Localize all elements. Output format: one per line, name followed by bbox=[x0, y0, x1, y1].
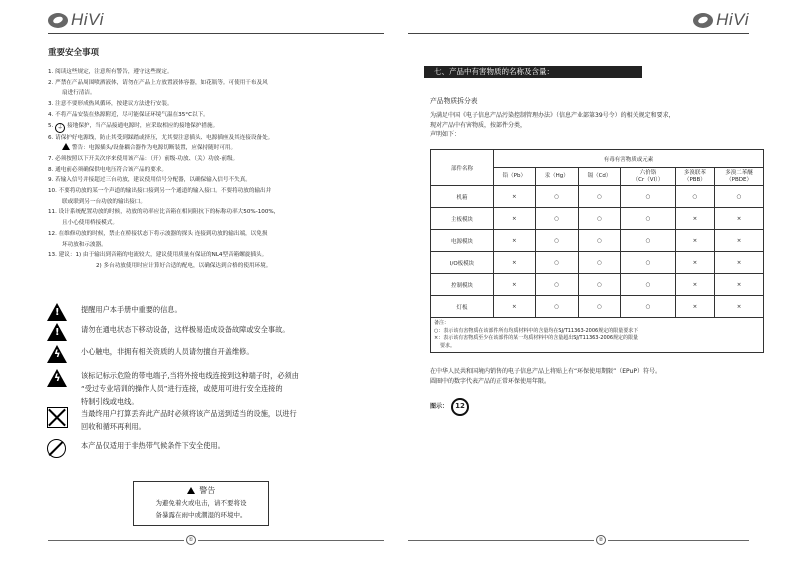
item-text: 2. 严禁在产品周围喷洒液体，请勿在产品上方放置液体容器，如花瓶等。可使用干布及风 bbox=[48, 79, 268, 86]
safety-item bbox=[48, 229, 368, 240]
warning-icon bbox=[187, 487, 195, 494]
part-name: 控制模块 bbox=[431, 274, 494, 296]
column-header: 镉（Cd） bbox=[578, 168, 621, 186]
warning-line: 当最终用户打算丢弃此产品时必须将该产品送到适当的设施，以进行 bbox=[81, 409, 297, 418]
note-line: ○：表示该有害物质在该部件所有均质材料中的含量均在SJ/T11363-2006规定的限量要求下 bbox=[434, 327, 639, 334]
safety-item bbox=[48, 261, 368, 272]
table-cell: ○ bbox=[535, 296, 578, 318]
ground-icon: ⏚ bbox=[57, 123, 64, 131]
hazard-table bbox=[430, 149, 764, 353]
safety-item bbox=[48, 154, 368, 165]
warning-text bbox=[81, 439, 225, 452]
warning-line: 回收和循环再利用。 bbox=[81, 422, 146, 431]
table-cell: ○ bbox=[621, 274, 675, 296]
warning-box-line: 备暴露在雨中或潮湿的环境中。 bbox=[155, 511, 247, 519]
safety-list bbox=[48, 67, 368, 272]
table-cell: ○ bbox=[535, 274, 578, 296]
part-name: 主板模块 bbox=[431, 208, 494, 230]
note-line: 备注： bbox=[434, 320, 450, 326]
warning-line: 小心触电，非拥有相关资质的人员请勿擅自开盖维修。 bbox=[81, 347, 254, 356]
safety-item bbox=[48, 110, 368, 121]
item-text: 3. 注意不要形成热风循环，按建议方法进行安装。 bbox=[48, 101, 173, 108]
epup-line: 在中华人民共和国境内销售的电子信息产品上将贴上有“环保使用期限”（EPuP）符号。 bbox=[430, 368, 661, 375]
table-cell: × bbox=[494, 186, 536, 208]
table-cell: ○ bbox=[675, 186, 714, 208]
item-text: 7. 必须按照以下开关次序来使用该产品：（开）前级-功放、（关）功放-前级。 bbox=[48, 155, 239, 162]
warning-line: 特制引线或电线。 bbox=[81, 397, 139, 406]
table-cell: × bbox=[494, 296, 536, 318]
safety-item bbox=[48, 121, 368, 133]
table-cell: ○ bbox=[578, 230, 621, 252]
warning-text bbox=[81, 323, 289, 336]
table-row bbox=[431, 274, 764, 296]
hivi-logo bbox=[48, 10, 104, 30]
note-line: 要求。 bbox=[440, 342, 456, 349]
table-cell: × bbox=[494, 208, 536, 230]
table-row bbox=[431, 252, 764, 274]
safety-item bbox=[48, 207, 368, 218]
item-text: 2) 多台功放使用时应计算好合适的配电，以确保达到合格的使用环境。 bbox=[96, 262, 272, 269]
warning-line: 该标记标示危险的带电端子,当将外接电线连接到这种端子时，必须由 bbox=[81, 371, 299, 380]
table-cell: ○ bbox=[578, 252, 621, 274]
warning-text bbox=[81, 303, 182, 316]
warning-box-line: 为避免着火或电击，请不要将设 bbox=[155, 499, 247, 507]
subtitle: 产品物质拆分表 bbox=[430, 97, 478, 105]
warning-row bbox=[47, 303, 182, 322]
intro-text bbox=[430, 111, 675, 140]
part-name: 电源模块 bbox=[431, 230, 494, 252]
warning-icon bbox=[62, 143, 70, 150]
example bbox=[430, 398, 469, 416]
page-number: ① bbox=[186, 535, 196, 545]
table-cell: ○ bbox=[578, 296, 621, 318]
part-name: 灯板 bbox=[431, 296, 494, 318]
table-cell: ○ bbox=[621, 252, 675, 274]
warning-row bbox=[47, 407, 297, 433]
safety-item bbox=[48, 133, 368, 144]
safety-item bbox=[48, 165, 368, 176]
note-line: ×：表示该有害物质至少在该部件的某一均质材料中的含量超出SJ/T11363-2006规定的限量 bbox=[434, 335, 639, 341]
part-header: 部件名称 bbox=[431, 150, 494, 186]
table-cell: × bbox=[715, 252, 764, 274]
note-row bbox=[431, 318, 764, 353]
footer-rule bbox=[48, 540, 184, 541]
page-number: ② bbox=[596, 535, 606, 545]
table-row bbox=[431, 208, 764, 230]
table-cell: × bbox=[715, 230, 764, 252]
safety-item bbox=[48, 186, 368, 197]
item-text: 坏功放和示波器。 bbox=[62, 241, 107, 248]
no-tropical-icon bbox=[47, 439, 67, 458]
item-text: 扇进行清洁。 bbox=[62, 90, 96, 97]
table-cell: × bbox=[494, 274, 536, 296]
item-text: 6. 请保护好电源线，防止其受到踩踏或挤压，尤其要注意插头、电源插座及其连接设备处。 bbox=[48, 134, 274, 141]
item-text: 1. 阅读这些规定，注意所有警告，遵守这些规定。 bbox=[48, 69, 173, 75]
table-cell: ○ bbox=[621, 296, 675, 318]
footer-rule bbox=[608, 540, 749, 541]
table-cell: × bbox=[715, 296, 764, 318]
table-cell: ○ bbox=[535, 252, 578, 274]
table-cell: ○ bbox=[535, 186, 578, 208]
warning-row bbox=[47, 369, 299, 408]
intro-line: 声明如下： bbox=[430, 131, 461, 138]
item-text: 9. 若输入信号并接超过三台功放，建议使用信号分配器，以确保输入信号不失真。 bbox=[48, 177, 251, 184]
right-page bbox=[397, 0, 793, 561]
safety-item bbox=[48, 197, 368, 208]
warning-row bbox=[47, 345, 254, 364]
warning-line: 提醒用户本手册中重要的信息。 bbox=[81, 305, 182, 314]
table-cell: × bbox=[675, 252, 714, 274]
safety-item bbox=[48, 67, 368, 78]
warning-box-title: 警告 bbox=[199, 486, 216, 495]
table-cell: ○ bbox=[578, 274, 621, 296]
warning-row bbox=[47, 439, 225, 458]
section-title: 重要安全事项 bbox=[48, 48, 100, 58]
table-row bbox=[431, 186, 764, 208]
table-cell: ○ bbox=[715, 186, 764, 208]
safety-item bbox=[48, 175, 368, 186]
item-text: 8. 通电前必须确保供电电压符合该产品的要求。 bbox=[48, 166, 167, 173]
intro-line: 现对产品中有害物质，按部件分类， bbox=[430, 121, 527, 129]
safety-item bbox=[48, 99, 368, 110]
crossed-bin-icon bbox=[47, 407, 67, 426]
epup-icon: 12 bbox=[451, 398, 469, 416]
hivi-logo-icon bbox=[693, 13, 713, 28]
brand-name: HiVi bbox=[71, 10, 104, 29]
group-header: 有毒有害物质或元素 bbox=[494, 150, 764, 168]
warning-line: 本产品仅适用于非热带气候条件下安全使用。 bbox=[81, 441, 225, 450]
table-cell: ○ bbox=[578, 208, 621, 230]
table-cell: × bbox=[675, 274, 714, 296]
table-cell: × bbox=[675, 208, 714, 230]
item-text: 11. 设计系统配置功放的时候，功放的功率应比音箱在相同阻抗下的标称功率大50%-100%， bbox=[48, 209, 280, 216]
footer-rule bbox=[198, 540, 384, 541]
part-name: 机箱 bbox=[431, 186, 494, 208]
table-cell: × bbox=[715, 208, 764, 230]
exclamation-triangle-icon: ! bbox=[47, 303, 67, 322]
warning-line: 请勿在通电状态下移动设备，这样极易造成设备故障或安全事故。 bbox=[81, 325, 290, 334]
exclamation-triangle-icon: ! bbox=[47, 323, 67, 342]
footer-rule bbox=[408, 540, 594, 541]
item-text: 4. 不将产品安装在热源附近，尽可能保证环境气温在35°C以下。 bbox=[48, 111, 209, 118]
table-cell: ○ bbox=[621, 230, 675, 252]
lightning-triangle-icon: ϟ bbox=[47, 345, 67, 364]
table-cell: × bbox=[715, 274, 764, 296]
intro-line: 为满足中国《电子信息产品污染控制管理办法》（信息产业部第39号令）的相关规定和要求， bbox=[430, 112, 675, 119]
table-cell: × bbox=[675, 296, 714, 318]
safety-item bbox=[48, 218, 368, 229]
safety-item bbox=[48, 78, 368, 89]
epup-line: 圆圈中的数字代表产品的正常环保使用年限。 bbox=[430, 377, 551, 385]
table-row bbox=[431, 230, 764, 252]
part-name: I/O板模块 bbox=[431, 252, 494, 274]
section-banner: 七、产品中有害物质的名称及含量： bbox=[424, 66, 642, 78]
warning-box bbox=[133, 481, 269, 526]
header-rule bbox=[48, 33, 384, 34]
column-header: 六价铬 （Cr（VI）） bbox=[621, 168, 675, 186]
item-text: 警告：电源插头/设备耦合器作为电源切断装置，应保持随时可用。 bbox=[72, 145, 237, 152]
table-cell: ○ bbox=[535, 208, 578, 230]
item-text: 10. 不要将功放的某一个声道的输出接口接到另一个通道的输入接口。不要将功放的输出并 bbox=[48, 188, 272, 195]
item-text: 13. 建议：1) 由于输出到音箱的电流较大，建议使用质量有保证的NL4型音箱螺旋插头。 bbox=[48, 252, 268, 259]
table-cell: ○ bbox=[578, 186, 621, 208]
example-label: 图示： bbox=[430, 403, 449, 411]
warning-text bbox=[81, 407, 297, 433]
table-cell: ○ bbox=[621, 186, 675, 208]
hivi-logo bbox=[693, 10, 749, 30]
column-header: 多溴二苯醚 （PBDE） bbox=[715, 168, 764, 186]
column-header: 多溴联苯 （PBB） bbox=[675, 168, 714, 186]
safety-item bbox=[48, 250, 368, 261]
warning-line: “受过专业培训的操作人员”进行连接，或使用可进行安全连接的 bbox=[81, 384, 283, 393]
lightning-triangle-icon: ϟ bbox=[47, 369, 67, 388]
safety-item bbox=[48, 143, 368, 154]
warning-text bbox=[81, 369, 299, 408]
item-number: 5. bbox=[48, 122, 54, 129]
brand-name: HiVi bbox=[716, 10, 749, 29]
table-row bbox=[431, 296, 764, 318]
safety-item bbox=[48, 88, 368, 99]
left-page bbox=[0, 0, 396, 561]
warning-row bbox=[47, 323, 289, 342]
warning-text bbox=[81, 345, 254, 358]
item-text: 12. 在维修功放的时候，禁止在桥接状态下将示波器的探头 连接到功放的输出端，以免损 bbox=[48, 230, 268, 237]
item-text: 联或联到另一台功放的输出接口。 bbox=[62, 198, 146, 205]
table-cell: × bbox=[675, 230, 714, 252]
safety-item bbox=[48, 240, 368, 251]
epup-text bbox=[430, 367, 661, 386]
table-cell: ○ bbox=[621, 208, 675, 230]
column-header: 铅（Pb） bbox=[494, 168, 536, 186]
hivi-logo-icon bbox=[48, 13, 68, 28]
header-rule bbox=[408, 33, 749, 34]
item-text: 且小心使用桥接模式。 bbox=[62, 220, 118, 227]
table-cell: ○ bbox=[535, 230, 578, 252]
column-header: 汞（Hg） bbox=[535, 168, 578, 186]
table-cell: × bbox=[494, 252, 536, 274]
table-cell: × bbox=[494, 230, 536, 252]
table-note bbox=[431, 318, 764, 353]
item-text: 接地保护，当产品接通电源时，应采取相应的接地保护措施。 bbox=[67, 122, 219, 129]
